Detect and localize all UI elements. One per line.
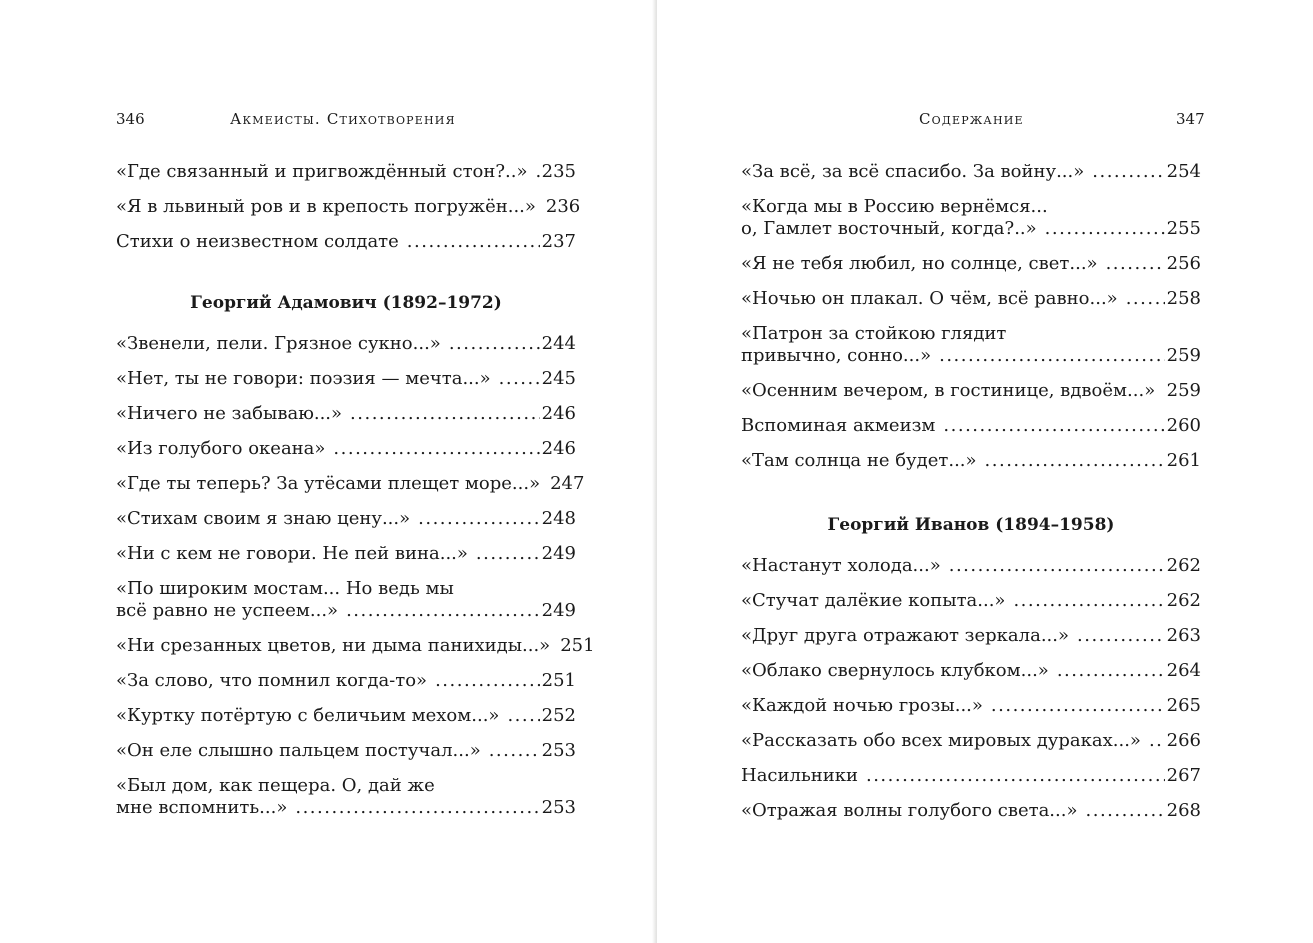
section-heading-ivanov: Георгий Иванов (1894–1958) <box>827 515 1115 535</box>
toc-entry: «Я в львиный ров и в крепость погружён...» 236 <box>116 196 581 217</box>
toc-entry: «Я не тебя любил, но солнце, свет...» ..... 256 <box>741 253 1201 275</box>
toc-entry: «Настанут холода...» ..... 262 <box>741 555 1201 577</box>
toc-entry: Стихи о неизвестном солдате ..... 237 <box>116 231 576 253</box>
toc-entry: «Друг друга отражают зеркала...» ..... 263 <box>741 625 1201 647</box>
toc-entry: «Где ты теперь? За утёсами плещет море...» 247 <box>116 473 585 494</box>
toc-entry: «Там солнца не будет...» ..... 261 <box>741 450 1201 472</box>
toc-entry: «Облако свернулось клубком...» ..... 264 <box>741 660 1201 682</box>
toc-group-mandelstam <box>116 161 581 253</box>
toc-entry: «За слово, что помнил когда-то» ..... 251 <box>116 670 576 692</box>
toc-entry: «Звенели, пели. Грязное сукно...» ..... 244 <box>116 333 576 355</box>
toc-entry: «Стучат далёкие копыта...» ..... 262 <box>741 590 1201 612</box>
left-page <box>0 0 655 943</box>
toc-group-adamovich-cont <box>741 161 1201 472</box>
toc-entry: «Из голубого океана» ..... 246 <box>116 438 576 460</box>
left-page-number: 346 <box>116 110 145 128</box>
right-running-head: Содержание <box>919 110 1024 128</box>
right-page <box>657 0 1313 943</box>
toc-entry: «Ни срезанных цветов, ни дыма панихиды...» 251 <box>116 635 595 656</box>
toc-entry: «Каждой ночью грозы...» ..... 265 <box>741 695 1201 717</box>
right-page-number: 347 <box>1176 110 1205 128</box>
toc-entry: Насильники ..... 267 <box>741 765 1201 787</box>
toc-entry: «Нет, ты не говори: поэзия — мечта...» ..... 245 <box>116 368 576 390</box>
toc-entry: «Ничего не забываю...» ..... 246 <box>116 403 576 425</box>
toc-entry: «Отражая волны голубого света...» ..... 268 <box>741 800 1201 822</box>
section-heading-adamovich: Георгий Адамович (1892–1972) <box>190 293 502 313</box>
toc-entry: «Он еле слышно пальцем постучал...» ..... 253 <box>116 740 576 762</box>
toc-entry: «Ни с кем не говори. Не пей вина...» ..... 249 <box>116 543 576 565</box>
toc-group-ivanov <box>741 555 1201 822</box>
toc-entry: «Куртку потёртую с беличьим мехом...» ..... 252 <box>116 705 576 727</box>
toc-entry: «Где связанный и пригвождённый стон?..» ..... 235 <box>116 161 576 183</box>
toc-entry: «Ночью он плакал. О чём, всё равно...» ..... 258 <box>741 288 1201 310</box>
toc-entry: «Рассказать обо всех мировых дураках...» ..... 266 <box>741 730 1201 752</box>
left-running-head: Акмеисты. Стихотворения <box>230 110 456 128</box>
toc-entry-multiline: «Был дом, как пещера. О, дай же мне вспомнить...» ..... 253 <box>116 775 576 819</box>
toc-entry-multiline: «Когда мы в Россию вернёмся... о, Гамлет восточный, когда?..» ..... 255 <box>741 196 1201 240</box>
toc-entry-multiline: «По широким мостам... Но ведь мы всё равно не успеем...» ..... 249 <box>116 578 576 622</box>
toc-entry: Вспоминая акмеизм ..... 260 <box>741 415 1201 437</box>
toc-entry-multiline: «Патрон за стойкою глядит привычно, сонно...» ..... 259 <box>741 323 1201 367</box>
toc-entry: «За всё, за всё спасибо. За войну...» ..... 254 <box>741 161 1201 183</box>
toc-entry: «Осенним вечером, в гостинице, вдвоём...» ..... 259 <box>741 380 1201 402</box>
toc-group-adamovich <box>116 333 595 819</box>
toc-entry: «Стихам своим я знаю цену...» ..... 248 <box>116 508 576 530</box>
